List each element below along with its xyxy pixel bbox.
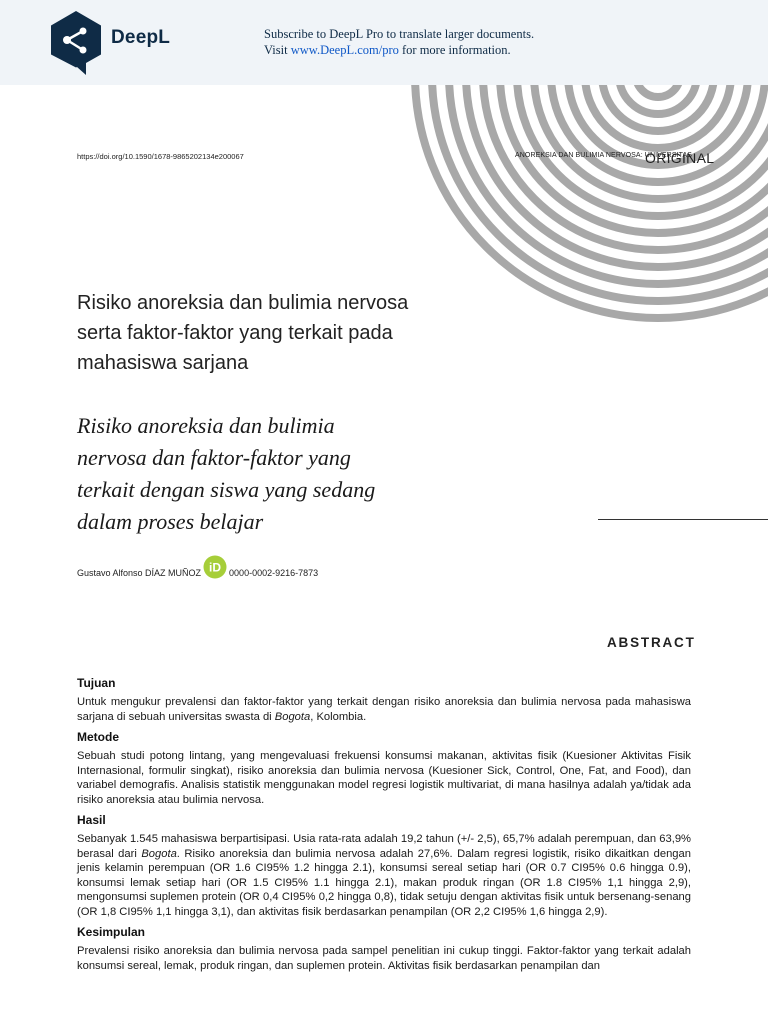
section-text-hasil (77, 832, 691, 919)
hasil-text-italic: Bogota (141, 847, 177, 860)
divider-rule (598, 519, 768, 520)
section-heading-hasil: Hasil (77, 813, 106, 827)
deepl-pro-link[interactable]: www.DeepL.com/pro (290, 43, 399, 57)
section-heading-metode: Metode (77, 730, 119, 744)
tujuan-text-a: Untuk mengukur prevalensi dan faktor-faktor yang terkait dengan risiko anoreksia dan bulimia nervosa pada mahasiswa sarjana di sebuah universitas swasta di (77, 696, 691, 723)
author-line (77, 560, 318, 586)
section-heading-kesimpulan: Kesimpulan (77, 925, 146, 939)
section-text-metode: Sebuah studi potong lintang, yang mengevaluasi frekuensi konsumsi makanan, aktivitas fisik (Kuesioner Aktivitas Fisik Internasional, formulir singkat), risiko anoreksia dan bulimia nervosa (Kuesioner Sick, Control, One, Fat, and Food), dan variabel demografis. Analisis statistik menggunakan model regresi logistik multivariat, di mana hasilnya adalah ya/tidak ada risiko anoreksia atau bulimia nervosa. (77, 750, 691, 806)
article-title: Risiko anoreksia dan bulimia nervosa serta faktor-faktor yang terkait pada mahasiswa sarjana (77, 292, 409, 374)
tujuan-text-b: , Kolombia. (310, 710, 367, 723)
ring-arc (636, 85, 680, 97)
orcid-icon[interactable] (203, 555, 227, 579)
deepl-logo-text: DeepL (111, 27, 171, 48)
promo-prefix: Visit (264, 43, 291, 57)
promo-line-1: Subscribe to DeepL Pro to translate larger documents. (264, 27, 535, 41)
hasil-text-a: Sebanyak 1.545 mahasiswa berpartisipasi. Usia rata-rata adalah 19,2 tahun (+/- 2,5), 65,7% adalah perempuan, dan 63,9% berasal dari (77, 833, 691, 860)
deepl-banner (0, 0, 768, 85)
hasil-text-b: . Risiko anoreksia dan bulimia nervosa adalah 27,6%. Dalam regresi logistik, risiko dikaitkan dengan jenis kelamin perempuan (OR 1.6 CI95% 1.2 hingga 2.1), konsumsi sereal setiap hari (OR 0.7 CI95% 0.6 hingga 0.9), konsumsi lemak setiap hari (OR 1.5 CI95% 1.1 hingga 2.1), makan produk ringan (OR 1.8 CI95% 1,1 hingga 2,9), mengonsumsi suplemen protein (OR 0,4 CI95% 0,2 hingga 0,8), tidak setuju dengan aktivitas fisik untuk bersenang-senang (OR 1,8 CI95% 1,1 hingga 3,1), dan aktivitas fisik berdasarkan penampilan (OR 2,2 CI95% 1,6 hingga 2,9). (77, 847, 691, 918)
promo-message (264, 26, 534, 58)
deepl-logo-icon (50, 10, 102, 76)
promo-suffix: for more information. (398, 43, 511, 57)
promo-line-2 (264, 42, 534, 58)
section-text-kesimpulan: Prevalensi risiko anoreksia dan bulimia nervosa pada sampel penelitian ini cukup tinggi. Faktor-faktor yang terkait adalah konsumsi sereal, lemak, produk ringan, dan suplemen protein. Aktivitas fisik berdasarkan penampilan dan (77, 945, 691, 972)
orcid-icon-label: iD (209, 560, 222, 575)
tujuan-text-italic: Bogota (274, 710, 311, 723)
running-title: ANOREKSIA DAN BULIMIA NERVOSA: UNIVERSITAS (515, 152, 693, 159)
doi-link[interactable]: https://doi.org/10.1590/1678-9865202134e200067 (77, 152, 244, 161)
author-name: Gustavo Alfonso DÍAZ MUÑOZ (77, 568, 202, 578)
section-heading-tujuan: Tujuan (77, 676, 116, 690)
abstract-body (77, 675, 691, 978)
abstract-heading: ABSTRACT (607, 635, 696, 650)
orcid-id[interactable]: 0000-0002-9216-7873 (229, 568, 319, 578)
section-text-tujuan (77, 695, 691, 724)
article-subtitle: Risiko anoreksia dan bulimia nervosa dan faktor-faktor yang terkait dengan siswa yang sedang dalam proses belajar (77, 413, 376, 534)
section-label: ORIGINAL (645, 150, 715, 166)
